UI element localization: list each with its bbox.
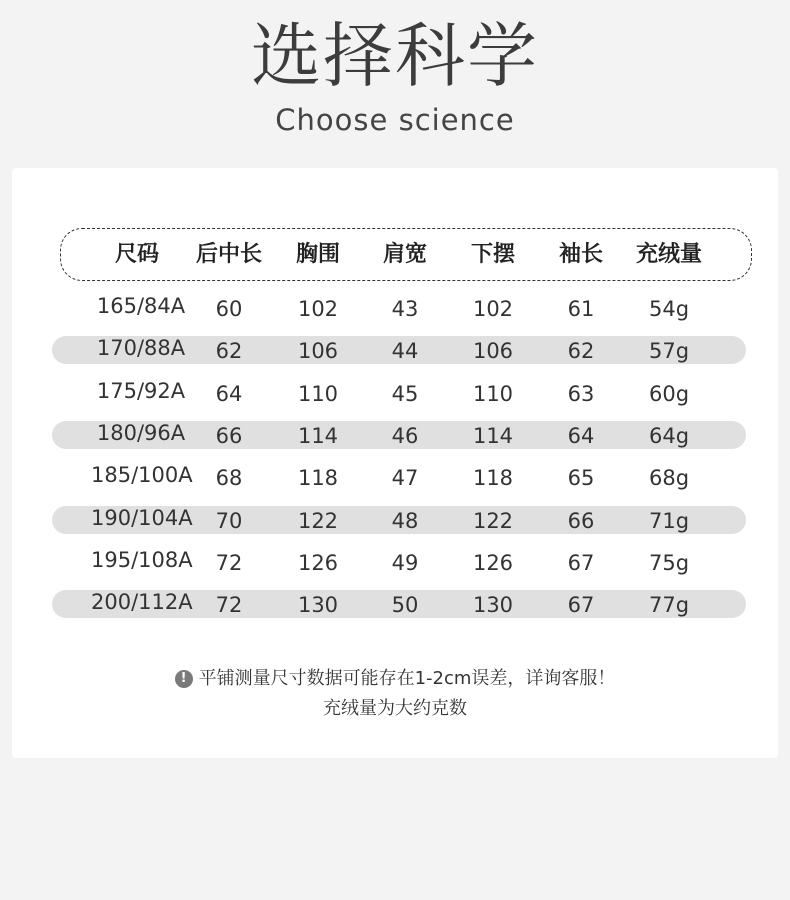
- header-size: 尺码: [114, 242, 159, 267]
- page-title: 选择科学: [251, 15, 539, 97]
- table-cell: 106: [297, 339, 339, 364]
- table-cell: 114: [472, 423, 514, 448]
- table-cell: 65: [567, 466, 595, 491]
- table-cell: 102: [297, 297, 339, 321]
- table-cell: 66: [215, 423, 243, 448]
- table-cell: 130: [472, 593, 514, 618]
- table-cell: 62: [215, 339, 243, 364]
- table-cell: 200/112A: [91, 590, 193, 615]
- table-cell: 195/108A: [91, 547, 193, 572]
- table-cell: 67: [567, 593, 595, 618]
- table-cell: 66: [567, 508, 595, 533]
- table-cell: 48: [391, 508, 419, 533]
- note-line-1: [12, 664, 778, 694]
- table-cell: 43: [391, 297, 419, 321]
- table-cell: 46: [391, 423, 419, 448]
- table-cell: 72: [215, 550, 243, 575]
- table-cell: 50: [391, 593, 419, 618]
- table-cell: 190/104A: [91, 505, 193, 530]
- table-cell: 67: [567, 550, 595, 575]
- page-subtitle: Choose science: [275, 103, 515, 137]
- table-cell: 165/84A: [96, 294, 186, 318]
- table-cell: 102: [472, 297, 514, 321]
- table-cell: 47: [391, 466, 419, 491]
- table-cell: 110: [472, 381, 514, 406]
- table-cell: 61: [567, 297, 595, 321]
- table-cell: 64: [567, 423, 595, 448]
- table-cell: 63: [567, 381, 595, 406]
- table-cell: 71g: [648, 508, 690, 533]
- table-cell: 118: [472, 466, 514, 491]
- header-shoulder: 肩宽: [382, 242, 427, 267]
- note-line-2: 充绒量为大约克数: [323, 698, 467, 719]
- table-cell: 72: [215, 593, 243, 618]
- table-cell: 62: [567, 339, 595, 364]
- table-cell: 175/92A: [96, 378, 186, 403]
- table-cell: 110: [297, 381, 339, 406]
- table-cell: 185/100A: [91, 463, 193, 488]
- table-cell: 170/88A: [96, 336, 186, 361]
- table-cell: 122: [297, 508, 339, 533]
- table-cell: 75g: [648, 550, 690, 575]
- header-down-fill: 充绒量: [635, 242, 702, 267]
- table-cell: 70: [215, 508, 243, 533]
- table-cell: 126: [472, 550, 514, 575]
- table-cell: 45: [391, 381, 419, 406]
- table-cell: 60g: [648, 381, 690, 406]
- header-sleeve: 袖长: [558, 242, 603, 267]
- header-hem: 下摆: [470, 242, 515, 267]
- table-cell: 64g: [648, 423, 690, 448]
- size-chart-card: [12, 168, 778, 758]
- table-cell: 122: [472, 508, 514, 533]
- table-cell: 130: [297, 593, 339, 618]
- table-cell: 106: [472, 339, 514, 364]
- table-cell: 57g: [648, 339, 690, 364]
- table-cell: 180/96A: [96, 420, 186, 445]
- header-chest: 胸围: [295, 242, 340, 267]
- note-text-1: 平铺测量尺寸数据可能存在1-2cm误差，详询客服！: [198, 668, 616, 689]
- table-cell: 118: [297, 466, 339, 491]
- table-cell: 60: [215, 297, 243, 321]
- table-cell: 68g: [648, 466, 690, 491]
- table-cell: 77g: [648, 593, 690, 618]
- exclamation-icon: !: [175, 670, 193, 688]
- table-cell: 54g: [648, 297, 690, 321]
- table-cell: 68: [215, 466, 243, 491]
- table-cell: 49: [391, 550, 419, 575]
- table-cell: 126: [297, 550, 339, 575]
- table-cell: 44: [391, 339, 419, 364]
- table-cell: 64: [215, 381, 243, 406]
- table-cell: 114: [297, 423, 339, 448]
- measurement-note: [12, 664, 778, 724]
- header-back-length: 后中长: [195, 242, 262, 267]
